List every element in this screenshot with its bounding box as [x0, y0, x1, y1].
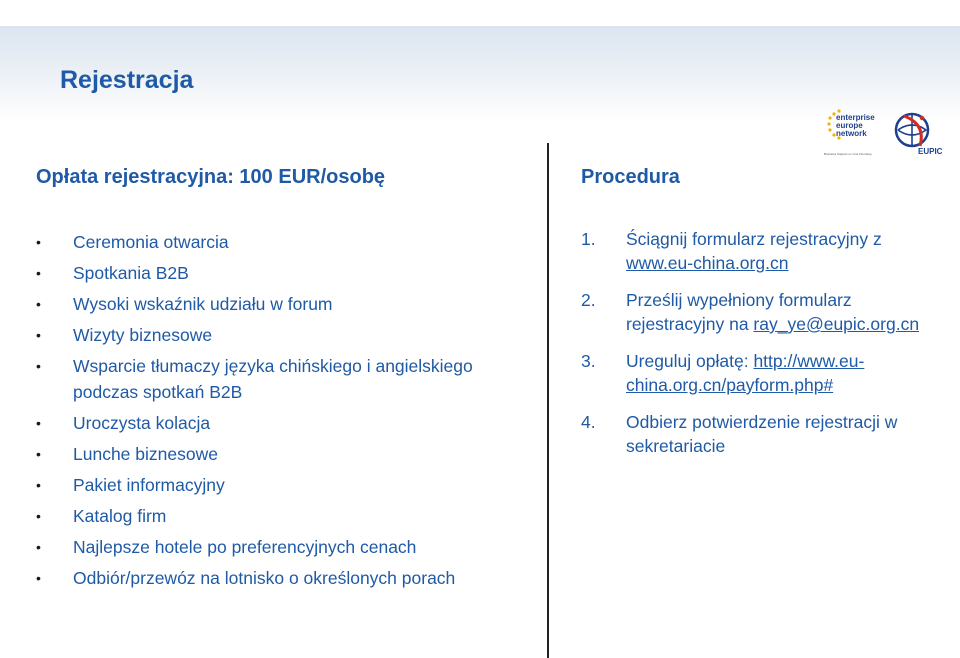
bullet-icon: •	[36, 327, 41, 343]
step-number: 4.	[581, 412, 596, 432]
list-item-text: Odbiór/przewóz na lotnisko o określonych porach	[73, 568, 456, 588]
bullet-icon: •	[36, 570, 41, 586]
list-item-text: Najlepsze hotele po preferencyjnych cenach	[73, 537, 417, 557]
list-item	[36, 260, 541, 286]
bullet-icon: •	[36, 446, 41, 462]
partner-logos	[818, 108, 943, 158]
list-item	[36, 410, 541, 436]
step-number: 1.	[581, 229, 596, 249]
list-item	[36, 503, 541, 529]
list-item	[36, 441, 541, 467]
step-text: Prześlij wypełniony formularz rejestracyjny na	[626, 290, 852, 334]
list-item	[36, 565, 541, 591]
list-item-text: Spotkania B2B	[73, 263, 189, 283]
page-title: Rejestracja	[60, 66, 194, 94]
bullet-icon: •	[36, 508, 41, 524]
step-number: 3.	[581, 351, 596, 371]
fee-heading: Opłata rejestracyjna: 100 EUR/osobę	[36, 166, 386, 188]
bullet-icon: •	[36, 265, 41, 281]
website-link[interactable]: www.eu-china.org.cn	[626, 253, 789, 273]
list-item-text: Wysoki wskaźnik udziału w forum	[73, 294, 333, 314]
list-item	[36, 534, 541, 560]
procedure-steps	[581, 227, 941, 471]
procedure-step	[581, 288, 941, 336]
een-logo-text: enterprise europe network	[836, 113, 875, 138]
list-item	[36, 472, 541, 498]
list-item-text: Pakiet informacyjny	[73, 475, 225, 495]
payment-link[interactable]: http://www.eu-china.org.cn/payform.php#	[626, 351, 865, 395]
benefits-list	[36, 229, 541, 596]
step-text: Ściągnij formularz rejestracyjny z	[626, 229, 882, 249]
bullet-icon: •	[36, 358, 41, 374]
list-item	[36, 229, 541, 255]
list-item	[36, 353, 541, 405]
step-number: 2.	[581, 290, 596, 310]
list-item	[36, 322, 541, 348]
procedure-step	[581, 410, 941, 458]
list-item-text: Katalog firm	[73, 506, 167, 526]
step-text: Odbierz potwierdzenie rejestracji w sekretariacie	[626, 412, 898, 456]
step-text: Ureguluj opłatę:	[626, 351, 754, 371]
procedure-step	[581, 349, 941, 397]
bullet-icon: •	[36, 415, 41, 431]
list-item-text: Wizyty biznesowe	[73, 325, 213, 345]
list-item	[36, 291, 541, 317]
list-item-text: Ceremonia otwarcia	[73, 232, 229, 252]
list-item-text: Wsparcie tłumaczy języka chińskiego i angielskiego podczas spotkań B2B	[73, 356, 473, 402]
bullet-icon: •	[36, 539, 41, 555]
column-divider	[547, 143, 549, 658]
procedure-step	[581, 227, 941, 275]
bullet-icon: •	[36, 477, 41, 493]
bullet-icon: •	[36, 234, 41, 250]
email-link[interactable]: ray_ye@eupic.org.cn	[753, 314, 920, 334]
list-item-text: Uroczysta kolacja	[73, 413, 211, 433]
een-logo-tagline: Business Support on Your Doorstep	[824, 152, 872, 156]
bullet-icon: •	[36, 296, 41, 312]
list-item-text: Lunche biznesowe	[73, 444, 218, 464]
procedure-heading: Procedura	[581, 166, 680, 188]
eupic-logo-text: EUPIC	[918, 147, 943, 156]
